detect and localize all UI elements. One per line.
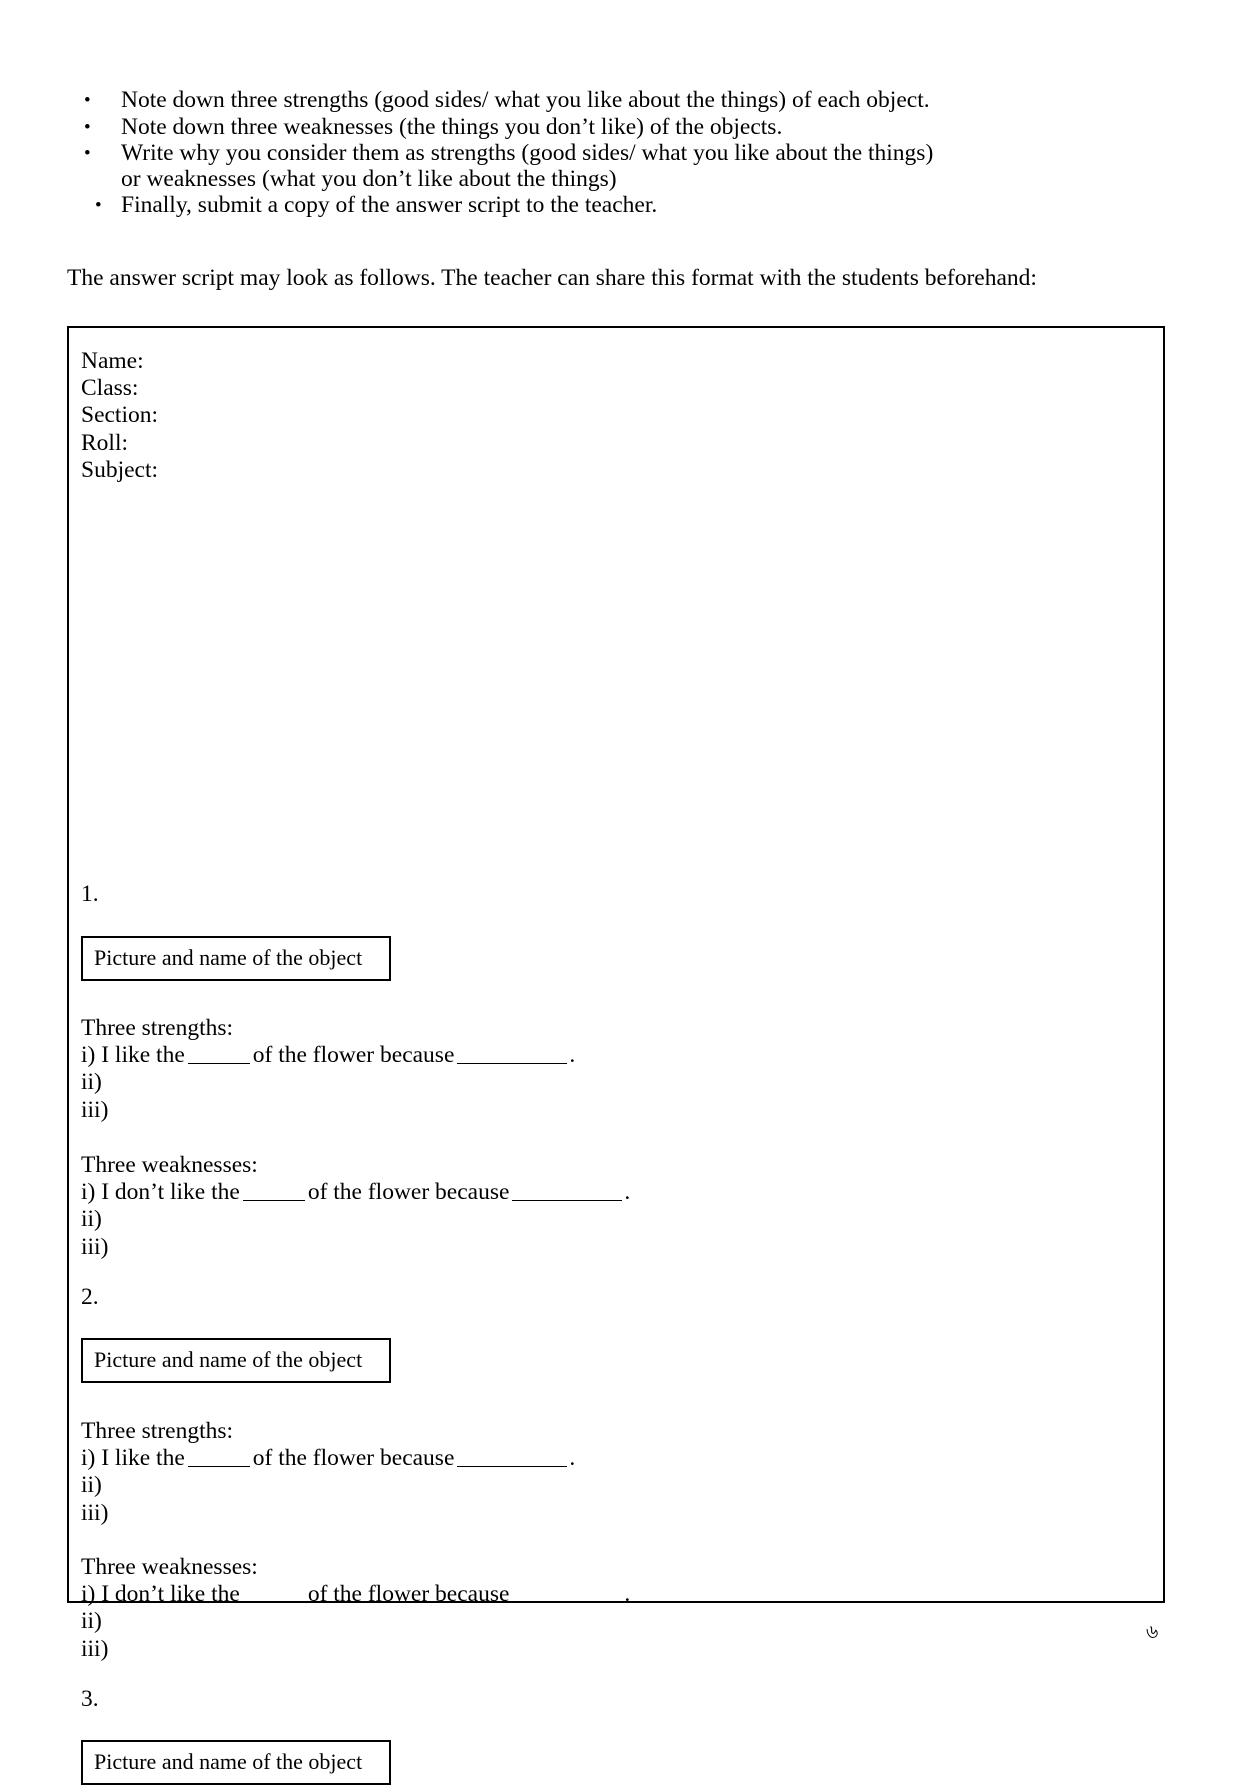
answer-script-content bbox=[81, 328, 1153, 1774]
object-number-2: 2. bbox=[81, 1284, 99, 1310]
list-item bbox=[76, 141, 1166, 192]
weaknesses-item-3: iii) bbox=[81, 1635, 109, 1662]
fill-blank-long[interactable] bbox=[457, 1049, 567, 1064]
weaknesses-item-1 bbox=[81, 1179, 630, 1206]
fill-blank-short[interactable] bbox=[188, 1049, 250, 1064]
strengths-block-1 bbox=[81, 1015, 575, 1124]
list-item-text bbox=[121, 141, 1166, 192]
picture-placeholder-label: Picture and name of the object bbox=[94, 1749, 363, 1774]
picture-placeholder-box-2 bbox=[81, 1338, 391, 1383]
weaknesses-block-2 bbox=[81, 1554, 630, 1663]
strengths-item-1-prefix: i) I like the bbox=[81, 1445, 185, 1472]
strengths-item-2: ii) bbox=[81, 1472, 102, 1499]
strengths-item-1-prefix: i) I like the bbox=[81, 1042, 185, 1069]
weaknesses-item-2: ii) bbox=[81, 1608, 102, 1635]
weaknesses-item-1-middle: of the flower because bbox=[307, 1581, 510, 1608]
fill-blank-long[interactable] bbox=[512, 1588, 622, 1603]
list-item-text bbox=[121, 115, 1166, 141]
weaknesses-item-1-suffix: . bbox=[624, 1581, 631, 1608]
weaknesses-item-1-middle: of the flower because bbox=[307, 1179, 510, 1206]
weaknesses-heading: Three weaknesses: bbox=[81, 1554, 258, 1580]
list-item bbox=[76, 88, 1166, 114]
list-item-text bbox=[121, 88, 1166, 114]
answer-script-box bbox=[67, 326, 1165, 1774]
strengths-item-1-suffix: . bbox=[569, 1445, 576, 1472]
strengths-heading: Three strengths: bbox=[81, 1418, 234, 1444]
instruction-list bbox=[76, 88, 1166, 219]
weaknesses-item-1-prefix: i) I don’t like the bbox=[81, 1179, 240, 1206]
object-number-3: 3. bbox=[81, 1686, 99, 1712]
strengths-item-1-middle: of the flower because bbox=[252, 1042, 455, 1069]
list-item-line: Note down three weaknesses (the things you don’t like) of the objects. bbox=[121, 113, 783, 140]
list-item-text bbox=[121, 193, 1166, 219]
list-item-line: Write why you consider them as strengths (good sides/ what you like about the things) bbox=[121, 140, 934, 166]
list-item bbox=[76, 115, 1166, 141]
strengths-item-1-middle: of the flower because bbox=[252, 1445, 455, 1472]
field-label-roll: Roll: bbox=[81, 429, 129, 456]
picture-placeholder-label: Picture and name of the object bbox=[94, 945, 363, 970]
weaknesses-heading: Three weaknesses: bbox=[81, 1152, 258, 1178]
intro-paragraph: The answer script may look as follows. The teacher can share this format with the students beforehand: bbox=[67, 265, 1037, 291]
object-number-1: 1. bbox=[81, 881, 99, 907]
page-number: ৬ bbox=[1146, 1621, 1159, 1643]
list-item-line: Finally, submit a copy of the answer script to the teacher. bbox=[121, 192, 658, 218]
strengths-item-1 bbox=[81, 1445, 575, 1472]
weaknesses-item-3: iii) bbox=[81, 1233, 109, 1260]
weaknesses-item-1-prefix: i) I don’t like the bbox=[81, 1581, 240, 1608]
strengths-item-1-suffix: . bbox=[569, 1042, 576, 1069]
field-label-section: Section: bbox=[81, 402, 159, 429]
strengths-item-3: iii) bbox=[81, 1096, 109, 1123]
fill-blank-long[interactable] bbox=[512, 1186, 622, 1201]
fill-blank-short[interactable] bbox=[243, 1186, 305, 1201]
list-item-line-continued: or weaknesses (what you don’t like about the things) bbox=[121, 165, 617, 192]
list-item-line: Note down three strengths (good sides/ what you like about the things) of each object. bbox=[121, 87, 930, 113]
strengths-item-2: ii) bbox=[81, 1069, 102, 1096]
strengths-heading: Three strengths: bbox=[81, 1015, 234, 1041]
fill-blank-short[interactable] bbox=[243, 1588, 305, 1603]
weaknesses-item-1 bbox=[81, 1581, 630, 1608]
strengths-item-1 bbox=[81, 1042, 575, 1069]
field-label-name: Name: bbox=[81, 348, 144, 374]
fill-blank-long[interactable] bbox=[457, 1452, 567, 1467]
weaknesses-block-1 bbox=[81, 1152, 630, 1261]
picture-placeholder-box-3 bbox=[81, 1740, 391, 1785]
list-item bbox=[76, 193, 1166, 219]
strengths-item-3: iii) bbox=[81, 1499, 109, 1526]
field-label-subject: Subject: bbox=[81, 456, 159, 483]
picture-placeholder-box-1 bbox=[81, 936, 391, 981]
weaknesses-item-1-suffix: . bbox=[624, 1179, 631, 1206]
bullet-icon: • bbox=[84, 90, 91, 111]
bullet-icon: • bbox=[84, 116, 91, 138]
fill-blank-short[interactable] bbox=[188, 1452, 250, 1467]
strengths-block-2 bbox=[81, 1418, 575, 1527]
field-label-class: Class: bbox=[81, 375, 139, 402]
bullet-icon: • bbox=[95, 195, 102, 216]
picture-placeholder-label: Picture and name of the object bbox=[94, 1347, 363, 1372]
bullet-icon: • bbox=[84, 143, 91, 164]
student-field-list bbox=[81, 348, 158, 484]
weaknesses-item-2: ii) bbox=[81, 1206, 102, 1233]
